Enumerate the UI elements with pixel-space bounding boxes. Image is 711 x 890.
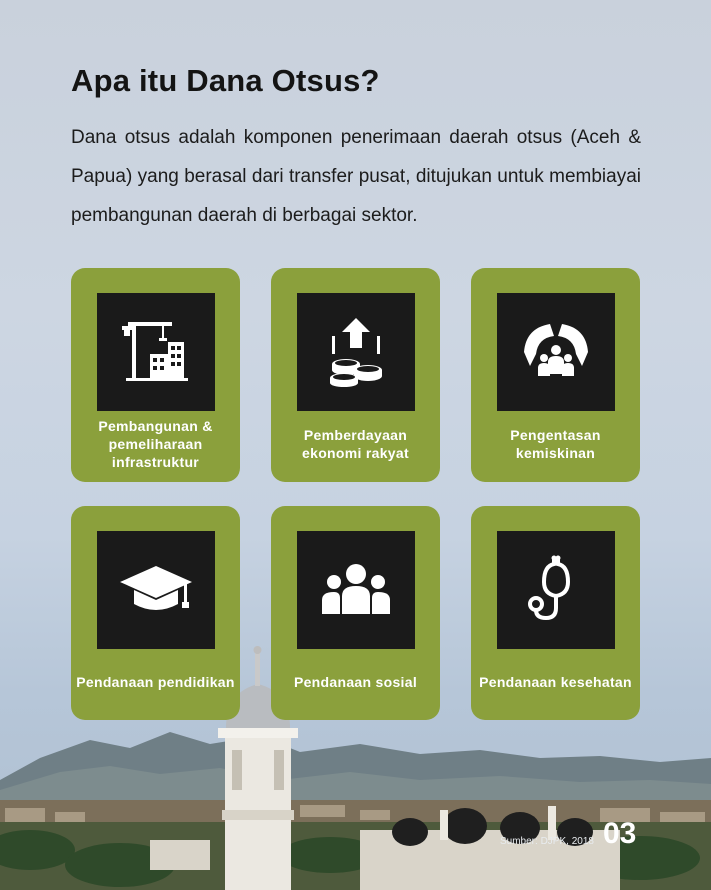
hands-protecting-people-icon bbox=[518, 314, 594, 390]
card-label: Pembangunan & pemeliharaan infrastruktur bbox=[98, 417, 213, 470]
card-label: Pendanaan pendidikan bbox=[76, 673, 235, 690]
construction-crane-icon bbox=[118, 314, 194, 390]
group-people-icon bbox=[318, 552, 394, 628]
description-paragraph: Dana otsus adalah komponen penerimaan daerah otsus (Aceh & Papua) yang berasal dari transfer pusat, ditujukan untuk membiayai pembangunan daerah di berbagai sektor. bbox=[71, 127, 641, 226]
coins-growth-icon bbox=[318, 314, 394, 390]
graduation-cap-icon bbox=[118, 552, 194, 628]
card-label: Pemberdayaan ekonomi rakyat bbox=[302, 426, 409, 461]
card-label: Pendanaan sosial bbox=[293, 673, 418, 690]
stethoscope-icon bbox=[518, 552, 594, 628]
card-kemiskinan bbox=[471, 268, 640, 482]
source-note: Sumber: DJPK, 2018 bbox=[500, 836, 594, 847]
card-sosial bbox=[271, 506, 440, 720]
card-label: Pendanaan kesehatan bbox=[479, 673, 632, 690]
card-kesehatan bbox=[471, 506, 640, 720]
card-pendidikan bbox=[71, 506, 240, 720]
card-ekonomi bbox=[271, 268, 440, 482]
page-title: Apa itu Dana Otsus? bbox=[71, 63, 380, 98]
card-infrastruktur bbox=[71, 268, 240, 482]
page-number: 03 bbox=[603, 817, 637, 850]
card-label: Pengentasan kemiskinan bbox=[510, 426, 601, 461]
